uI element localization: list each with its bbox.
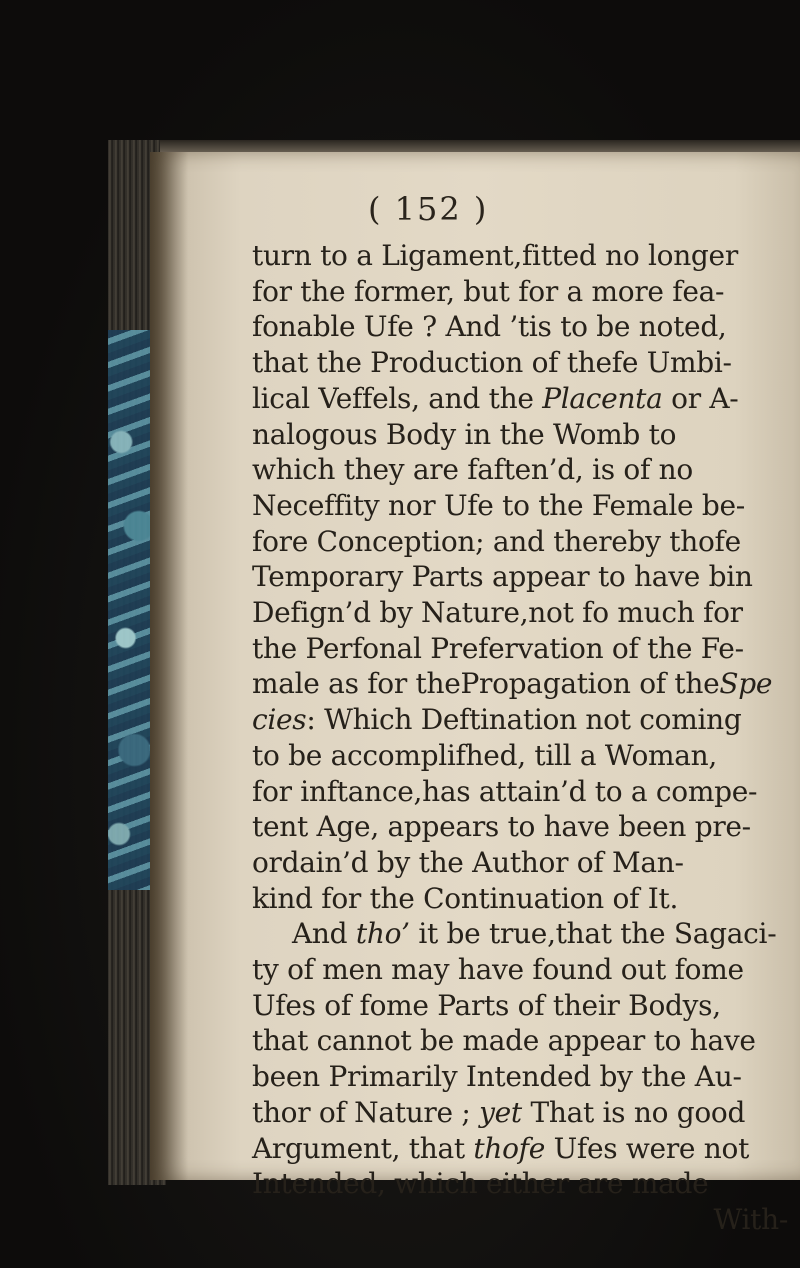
text-line: Argument, that thofe Ufes were not bbox=[252, 1131, 750, 1165]
text-line: nalogous Body in the Womb to bbox=[252, 417, 677, 451]
text-line: Ufes of fome Parts of their Bodys, bbox=[252, 988, 721, 1022]
text-line: for inftance,has attain’d to a compe- bbox=[252, 774, 758, 808]
text-line: which they are faften’d, is of no bbox=[252, 453, 693, 487]
catchword: With- bbox=[713, 1202, 788, 1236]
text-line: Temporary Parts appear to have bin bbox=[252, 560, 753, 594]
text-line: tent Age, appears to have been pre- bbox=[252, 810, 751, 844]
text-line: fonable Ufe ? And ’tis to be noted, bbox=[252, 310, 727, 344]
gutter-shadow bbox=[150, 152, 188, 1180]
text-line: ordain’d by the Author of Man- bbox=[252, 845, 684, 879]
text-line: Neceffity nor Ufe to the Female be- bbox=[252, 488, 745, 522]
text-line: to be accomplifhed, till a Woman, bbox=[252, 738, 718, 772]
text-line: ty of men may have found out fome bbox=[252, 953, 744, 987]
text-line: male as for thePropagation of theSpe bbox=[252, 667, 773, 701]
text-line: Defign’d by Nature,not fo much for bbox=[252, 596, 743, 630]
italic-word: Placenta bbox=[542, 381, 663, 415]
text-line: that cannot be made appear to have bbox=[252, 1024, 756, 1058]
text-line: been Primarily Intended by the Au- bbox=[252, 1060, 742, 1094]
italic-word: thofe bbox=[473, 1131, 545, 1165]
text-line: And tho’ it be true,that the Sagaci- bbox=[292, 917, 777, 951]
italic-word: cies bbox=[252, 703, 307, 737]
page-number: ( 152 ) bbox=[368, 190, 489, 228]
text-line: that the Production of thefe Umbi- bbox=[252, 346, 732, 380]
text-line: turn to a Ligament,fitted no longer bbox=[252, 239, 738, 272]
marbled-endpaper bbox=[108, 330, 152, 890]
italic-word: yet bbox=[479, 1095, 522, 1129]
text-line: lical Veffels, and the Placenta or A- bbox=[252, 381, 739, 415]
italic-word: Spe bbox=[719, 667, 773, 701]
text-line: fore Conception; and thereby thofe bbox=[252, 524, 741, 558]
body-text bbox=[252, 238, 792, 1238]
text-line: Intended, which either are made bbox=[252, 1167, 709, 1201]
text-line: cies: Which Deftination not coming bbox=[252, 703, 742, 737]
italic-word: tho’ bbox=[355, 917, 410, 951]
text-line: kind for the Continuation of It. bbox=[252, 881, 679, 915]
text-line: for the former, but for a more fea- bbox=[252, 274, 725, 308]
text-line: thor of Nature ; yet That is no good bbox=[252, 1095, 746, 1129]
text-line: the Perfonal Prefervation of the Fe- bbox=[252, 631, 744, 665]
